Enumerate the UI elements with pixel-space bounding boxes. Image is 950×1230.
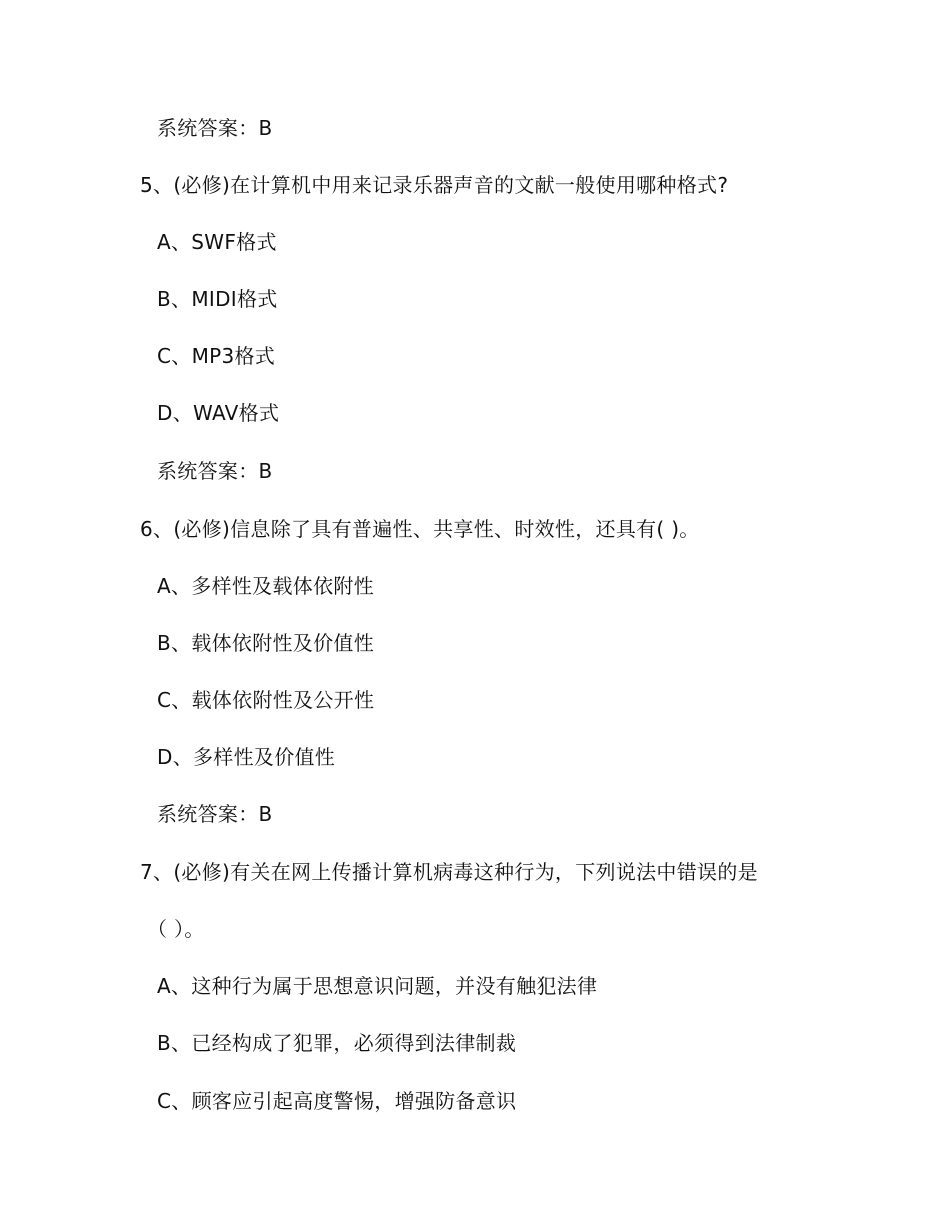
question-6-option-c: C、载体依附性及公开性 [157,688,375,712]
question-6-option-a: A、多样性及载体依附性 [157,574,374,598]
question-7-text: 7、(必修)有关在网上传播计算机病毒这种行为，下列说法中错误的是 [140,860,758,884]
answer-line: 系统答案：B [157,116,273,140]
question-5-option-b: B、MIDI格式 [157,287,278,311]
question-6-text: 6、(必修)信息除了具有普遍性、共享性、时效性，还具有( )。 [140,517,700,541]
question-5-option-a: A、SWF格式 [157,230,277,254]
question-6-option-b: B、载体依附性及价值性 [157,631,375,655]
question-7-option-a: A、这种行为属于思想意识问题，并没有触犯法律 [157,974,598,998]
question-5-answer: 系统答案：B [157,459,273,483]
question-6-answer: 系统答案：B [157,802,273,826]
question-6-option-d: D、多样性及价值性 [157,745,336,769]
question-7-text-continued: （ ）。 [147,917,205,941]
question-7-option-c: C、顾客应引起高度警惕，增强防备意识 [157,1089,517,1113]
question-5-text: 5、(必修)在计算机中用来记录乐器声音的文献一般使用哪种格式? [140,173,729,197]
question-5-option-c: C、MP3格式 [157,344,276,368]
question-7-option-b: B、已经构成了犯罪，必须得到法律制裁 [157,1031,517,1055]
question-5-option-d: D、WAV格式 [157,401,280,425]
